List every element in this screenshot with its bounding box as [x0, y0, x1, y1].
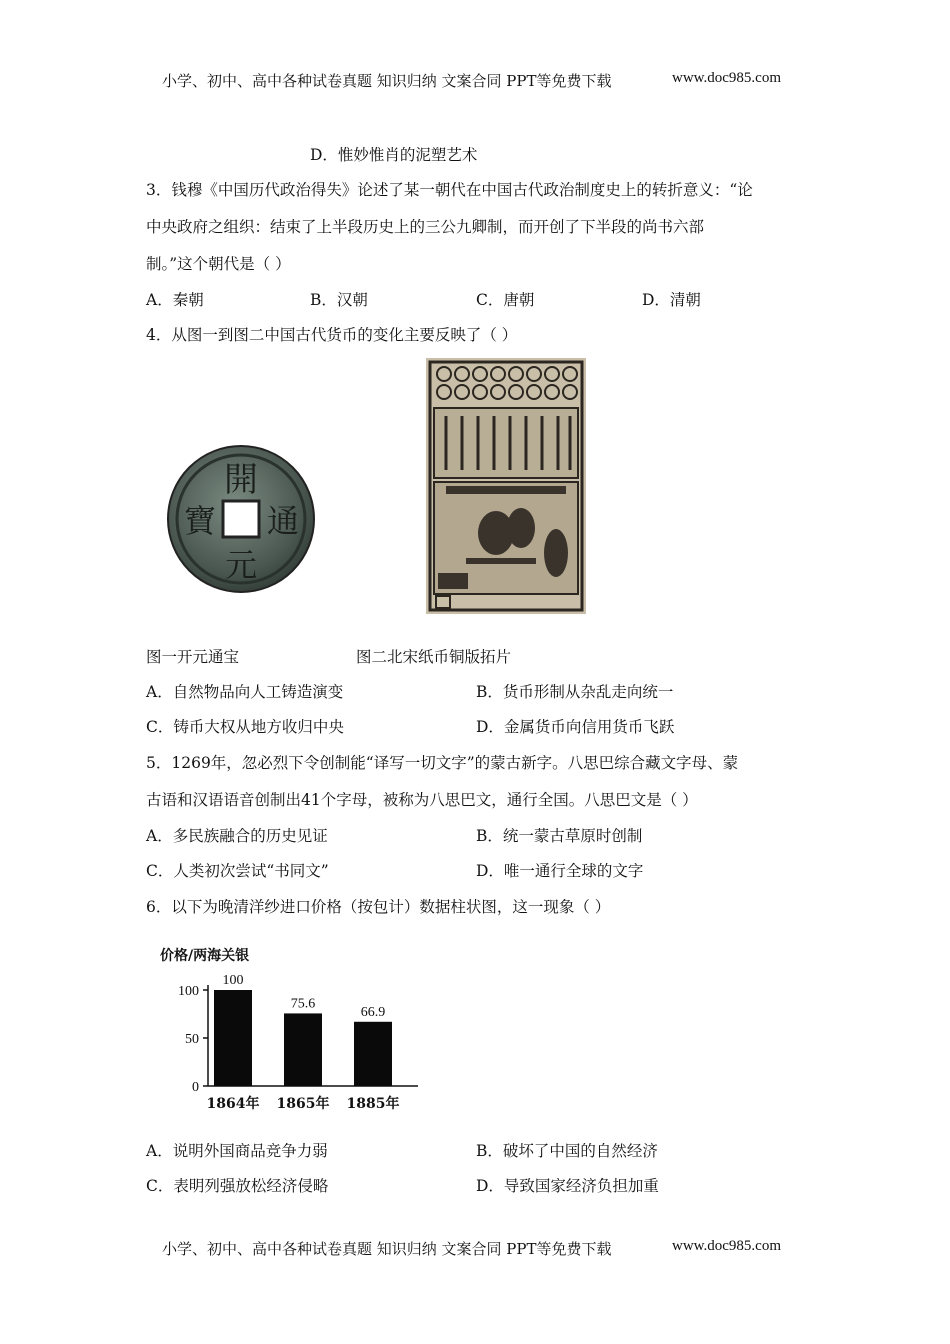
chart-bar-value-label: 100: [222, 973, 244, 988]
chart-bar-1864年: [214, 990, 252, 1086]
q3-option-c: C．唐朝: [476, 291, 535, 309]
q5-line1: 5．1269年，忽必烈下令创制能“译写一切文字”的蒙古新字。八思巴综合藏文字母、蒙: [146, 754, 739, 772]
figure1-caption: 图一开元通宝: [146, 648, 240, 666]
kaiyuan-coin-image: [166, 444, 316, 594]
chart-y-tick-label: 100: [178, 984, 199, 999]
chart-bar-1865年: [284, 1013, 322, 1086]
chart-y-axis-label: 价格/两海关银: [160, 948, 250, 964]
chart-x-tick-label: 1864年: [206, 1096, 260, 1112]
chart-bar-value-label: 75.6: [290, 996, 316, 1012]
q5-option-a: A．多民族融合的历史见证: [146, 827, 328, 845]
q4-option-d: D．金属货币向信用货币飞跃: [476, 718, 675, 736]
q4-option-b: B．货币形制从杂乱走向统一: [476, 683, 674, 701]
q3-option-b: B．汉朝: [310, 291, 368, 309]
q6-option-a: A．说明外国商品竞争力弱: [146, 1142, 328, 1160]
figure2-caption: 图二北宋纸币铜版拓片: [356, 648, 512, 666]
q4-line1: 4．从图一到图二中国古代货币的变化主要反映了（ ）: [146, 326, 518, 344]
q3-line3: 制。”这个朝代是（ ）: [146, 255, 291, 273]
q2-option-d: D．惟妙惟肖的泥塑艺术: [310, 146, 478, 164]
chart-x-tick-label: 1885年: [346, 1096, 400, 1112]
q4-option-c: C．铸币大权从地方收归中央: [146, 718, 344, 736]
q6-option-b: B．破坏了中国的自然经济: [476, 1142, 658, 1160]
q5-option-b: B．统一蒙古草原时创制: [476, 827, 643, 845]
yarn-price-bar-chart: [150, 940, 430, 1120]
q5-option-c: C．人类初次尝试“书同文”: [146, 862, 329, 880]
chart-x-tick-label: 1865年: [276, 1096, 330, 1112]
q4-option-a: A．自然物品向人工铸造演变: [146, 683, 344, 701]
q6-option-d: D．导致国家经济负担加重: [476, 1177, 659, 1195]
coin-char-bottom: 元: [224, 546, 258, 584]
q5-line2: 古语和汉语语音创制出41个字母，被称为八思巴文，通行全国。八思巴文是（ ）: [146, 791, 698, 809]
song-paper-money-rubbing-image: [426, 358, 586, 614]
q5-option-d: D．唯一通行全球的文字: [476, 862, 644, 880]
q3-line1: 3．钱穆《中国历代政治得失》论述了某一朝代在中国古代政治制度史上的转折意义：“论: [146, 181, 753, 199]
q3-option-d: D．清朝: [642, 291, 701, 309]
footer-text: 小学、初中、高中各种试卷真题 知识归纳 文案合同 PPT等免费下载: [162, 1240, 612, 1258]
chart-y-tick-label: 50: [185, 1032, 199, 1047]
coin-char-left: 寶: [183, 502, 217, 540]
chart-y-tick-label: 0: [192, 1080, 199, 1095]
chart-bar-1885年: [354, 1022, 392, 1086]
q6-line1: 6．以下为晚清洋纱进口价格（按包计）数据柱状图，这一现象（ ）: [146, 898, 611, 916]
q3-line2: 中央政府之组织：结束了上半段历史上的三公九卿制，而开创了下半段的尚书六部: [146, 218, 705, 236]
header-text: 小学、初中、高中各种试卷真题 知识归纳 文案合同 PPT等免费下载: [162, 72, 612, 90]
footer-site[interactable]: www.doc985.com: [672, 1238, 782, 1254]
chart-bar-value-label: 66.9: [360, 1004, 386, 1020]
header-site[interactable]: www.doc985.com: [672, 70, 782, 86]
q3-option-a: A．秦朝: [146, 291, 204, 309]
coin-char-top: 開: [224, 460, 258, 500]
coin-char-right: 通: [266, 502, 300, 540]
q6-option-c: C．表明列强放松经济侵略: [146, 1177, 329, 1195]
